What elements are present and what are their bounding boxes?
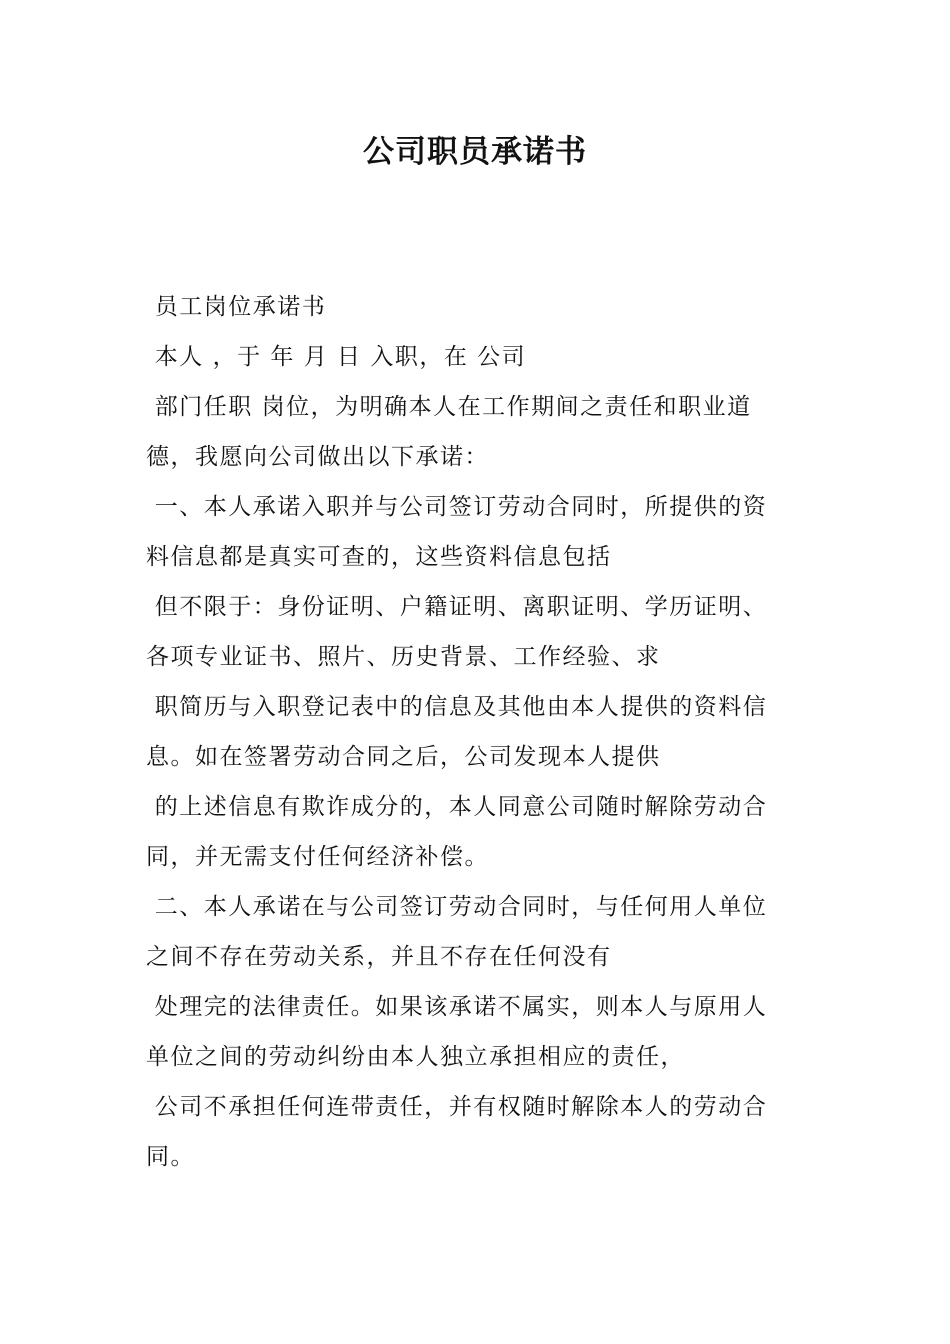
body-line: 一、本人承诺入职并与公司签订劳动合同时，所提供的资 bbox=[146, 494, 768, 520]
body-line: 料信息都是真实可查的，这些资料信息包括 bbox=[146, 544, 612, 570]
body-line: 本人 ，于 年 月 日 入职，在 公司 bbox=[146, 344, 527, 370]
body-line: 单位之间的劳动纠纷由本人独立承担相应的责任， bbox=[146, 1044, 685, 1070]
body-line: 各项专业证书、照片、历史背景、工作经验、求 bbox=[146, 644, 661, 670]
body-line: 但不限于：身份证明、户籍证明、离职证明、学历证明、 bbox=[146, 594, 768, 620]
document-title: 公司职员承诺书 bbox=[363, 134, 587, 170]
body-line: 部门任职 岗位，为明确本人在工作期间之责任和职业道 bbox=[146, 394, 752, 420]
body-line: 的上述信息有欺诈成分的，本人同意公司随时解除劳动合 bbox=[146, 794, 768, 820]
body-line: 处理完的法律责任。如果该承诺不属实，则本人与原用人 bbox=[146, 994, 768, 1020]
body-line: 公司不承担任何连带责任，并有权随时解除本人的劳动合 bbox=[146, 1094, 768, 1120]
body-line: 员工岗位承诺书 bbox=[146, 294, 327, 320]
body-line: 德，我愿向公司做出以下承诺： bbox=[146, 444, 489, 470]
body-line: 息。如在签署劳动合同之后，公司发现本人提供 bbox=[146, 744, 661, 770]
body-line: 同，并无需支付任何经济补偿。 bbox=[146, 844, 489, 870]
body-line: 同。 bbox=[146, 1144, 195, 1170]
body-line: 二、本人承诺在与公司签订劳动合同时，与任何用人单位 bbox=[146, 894, 768, 920]
document-body bbox=[146, 282, 811, 1182]
body-line: 职简历与入职登记表中的信息及其他由本人提供的资料信 bbox=[146, 694, 768, 720]
body-line: 之间不存在劳动关系，并且不存在任何没有 bbox=[146, 944, 612, 970]
